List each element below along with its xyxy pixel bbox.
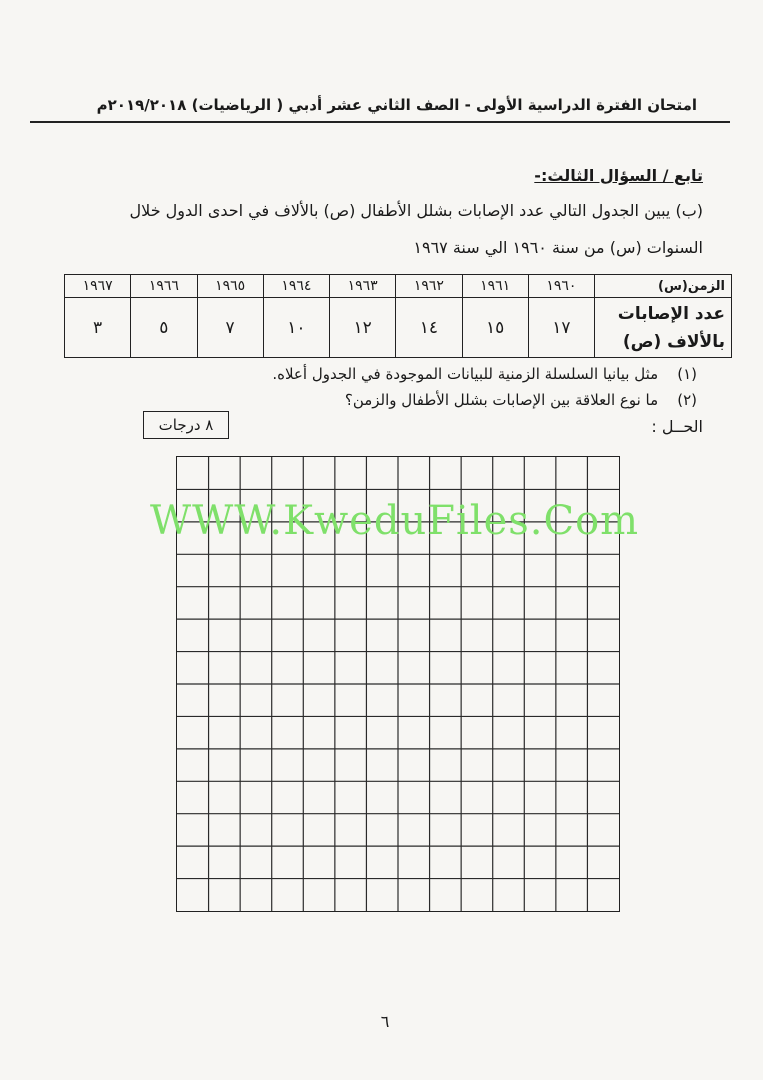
table-cell-year: ١٩٦٣ xyxy=(330,275,396,298)
table-cell-year: ١٩٦١ xyxy=(462,275,528,298)
table-cell-year: ١٩٦٤ xyxy=(263,275,329,298)
task-text: مثل بيانيا السلسلة الزمنية للبيانات الموجودة في الجدول أعلاه. xyxy=(272,365,659,383)
solution-label: الحــل : xyxy=(651,417,703,436)
question-title: تابع / السؤال الثالث:- xyxy=(534,166,703,185)
row-label-cases-line2: بالألاف (ص) xyxy=(622,331,725,352)
task-item-1 xyxy=(272,365,697,383)
table-cell-year: ١٩٦٢ xyxy=(396,275,462,298)
task-number: (٢) xyxy=(677,391,697,409)
row-label-cases xyxy=(595,298,732,358)
table-cell-cases: ٧ xyxy=(197,298,263,358)
table-cell-cases: ١٢ xyxy=(330,298,396,358)
table-cell-cases: ١٤ xyxy=(396,298,462,358)
row-label-cases-line1: عدد الإصابات xyxy=(617,303,725,324)
table-cell-year: ١٩٦٧ xyxy=(65,275,131,298)
header-rule xyxy=(30,121,730,123)
table-cell-year: ١٩٦٥ xyxy=(197,275,263,298)
data-table xyxy=(64,274,732,358)
table-cell-cases: ٣ xyxy=(65,298,131,358)
page-number: ٦ xyxy=(380,1012,390,1031)
marks-box: ٨ درجات xyxy=(143,411,229,439)
table-row-cases xyxy=(65,298,732,358)
table-cell-cases: ١٥ xyxy=(462,298,528,358)
task-number: (١) xyxy=(677,365,697,383)
question-line-1: (ب) يبين الجدول التالي عدد الإصابات بشلل الأطفال (ص) بالألاف في احدى الدول خلال xyxy=(129,201,703,220)
table-row-years xyxy=(65,275,732,298)
table-cell-year: ١٩٦٦ xyxy=(131,275,197,298)
table-cell-year: ١٩٦٠ xyxy=(528,275,594,298)
task-text: ما نوع العلاقة بين الإصابات بشلل الأطفال والزمن؟ xyxy=(344,391,659,409)
question-line-2: السنوات (س) من سنة ١٩٦٠ الي سنة ١٩٦٧ xyxy=(413,238,703,257)
watermark: WWW.KweduFiles.Com xyxy=(150,498,640,544)
exam-header: امتحان الفترة الدراسية الأولى - الصف الثاني عشر أدبي ( الرياضيات) ٢٠١٩/٢٠١٨م xyxy=(96,96,697,114)
table-cell-cases: ١٠ xyxy=(263,298,329,358)
table-cell-cases: ٥ xyxy=(131,298,197,358)
table-cell-cases: ١٧ xyxy=(528,298,594,358)
row-label-time: الزمن(س) xyxy=(595,275,732,298)
task-item-2 xyxy=(345,391,697,409)
